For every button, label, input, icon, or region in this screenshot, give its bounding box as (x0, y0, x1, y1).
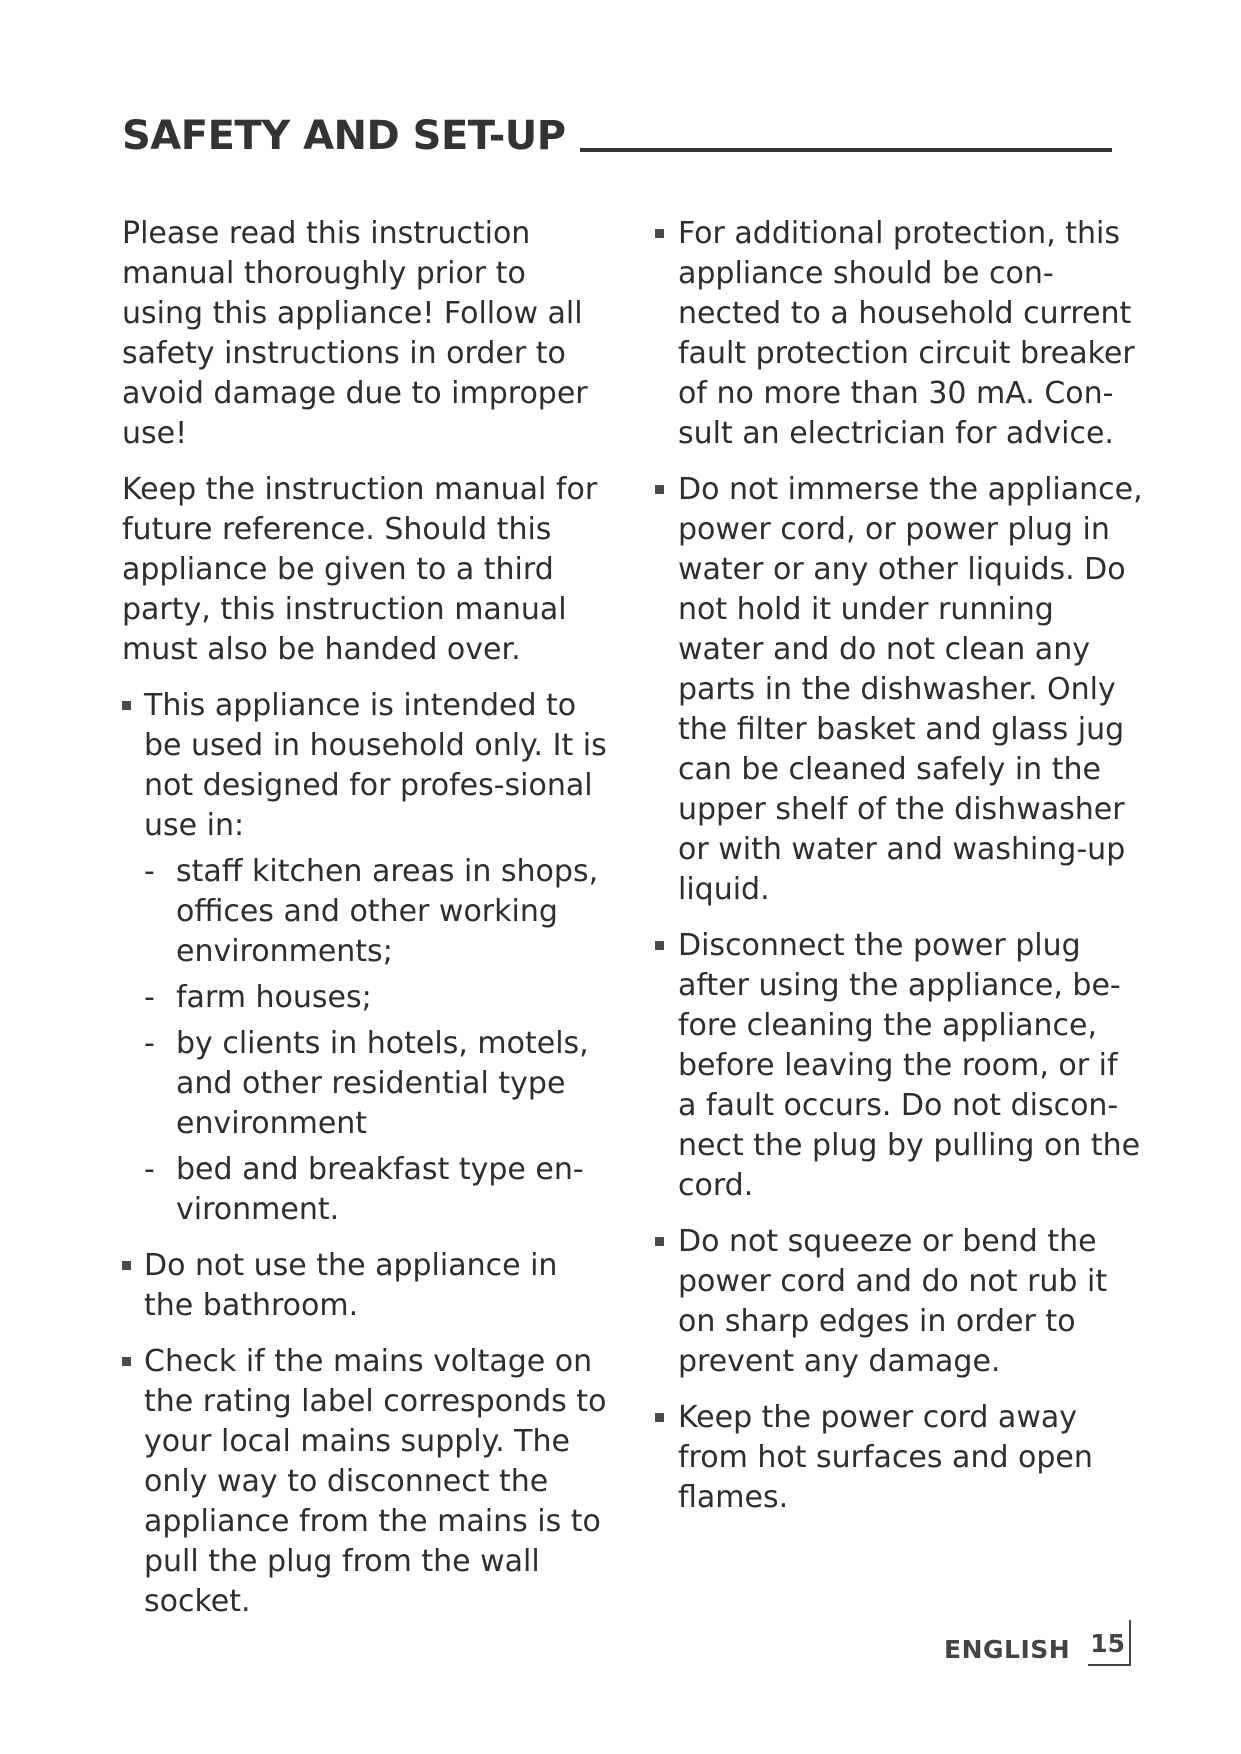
bullet-text: Do not immerse the appliance, power cord, or power plug in water or any other liquids. Do not hold it under running water and do not clean any parts in the dishwasher. Only the filter basket and glass jug can be cleaned safely in the upper shelf of the dishwasher or with water and washing-up liquid. (678, 472, 1143, 907)
square-bullet-icon (655, 485, 664, 494)
list-item (655, 926, 1143, 1206)
list-item (122, 686, 610, 1230)
bullet-text: This appliance is intended to be used in household only. It is not designed for profes-sional use in: (144, 688, 607, 843)
dash-bullet-icon: - (144, 980, 155, 1015)
left-column (122, 214, 610, 1638)
sub-list (144, 852, 610, 1230)
sub-item-text: by clients in hotels, motels, and other residential type environment (176, 1026, 589, 1141)
square-bullet-icon (122, 1261, 131, 1270)
bullet-text: Check if the mains voltage on the rating label corresponds to your local mains supply. The only way to disconnect the appliance from the mains is to pull the plug from the wall socket. (144, 1344, 607, 1619)
header-rule (580, 148, 1112, 152)
page-number (1088, 1628, 1131, 1666)
keep-manual-paragraph: Keep the instruction manual for future reference. Should this appliance be given to a third party, this instruction manual must also be handed over. (122, 472, 598, 667)
sub-list-item (144, 978, 610, 1018)
sub-list-item (144, 1024, 610, 1144)
page-number-text: 15 (1090, 1629, 1125, 1658)
page-footer (944, 1628, 1131, 1666)
list-item (655, 214, 1143, 454)
dash-bullet-icon: - (144, 1026, 155, 1061)
sub-list-item (144, 852, 610, 972)
sub-list-item (144, 1150, 610, 1230)
page-title: SAFETY AND SET-UP (122, 113, 566, 159)
sub-item-text: farm houses; (176, 980, 372, 1015)
square-bullet-icon (655, 941, 664, 950)
sub-item-text: staff kitchen areas in shops, offices and other working environments; (176, 854, 599, 969)
right-column (655, 214, 1143, 1534)
list-item (655, 1398, 1143, 1518)
sub-item-text: bed and breakfast type en-vironment. (176, 1152, 584, 1227)
bullet-text: Disconnect the power plug after using the appliance, be-fore cleaning the appliance, before leaving the room, or if a fault occurs. Do not discon-nect the plug by pulling on the cord. (678, 928, 1141, 1203)
list-item (122, 1246, 610, 1326)
square-bullet-icon (655, 1413, 664, 1422)
footer-language: ENGLISH (944, 1635, 1071, 1664)
square-bullet-icon (122, 701, 131, 710)
list-item (655, 1222, 1143, 1382)
square-bullet-icon (122, 1357, 131, 1366)
page-header (122, 112, 1112, 160)
dash-bullet-icon: - (144, 854, 155, 889)
dash-bullet-icon: - (144, 1152, 155, 1187)
square-bullet-icon (655, 1237, 664, 1246)
bullet-text: Do not use the appliance in the bathroom. (144, 1248, 558, 1323)
list-item (655, 470, 1143, 910)
square-bullet-icon (655, 229, 664, 238)
page-number-bracket (1129, 1620, 1131, 1666)
bullet-text: For additional protection, this appliance should be con-nected to a household current fault protection circuit breaker of no more than 30 mA. Con-sult an electrician for advice. (678, 216, 1135, 451)
intro-paragraph: Please read this instruction manual thoroughly prior to using this appliance! Follow all safety instructions in order to avoid damage due to improper use! (122, 216, 588, 451)
bullet-text: Do not squeeze or bend the power cord and do not rub it on sharp edges in order to prevent any damage. (678, 1224, 1108, 1379)
bullet-text: Keep the power cord away from hot surfaces and open flames. (678, 1400, 1093, 1515)
list-item (122, 1342, 610, 1622)
